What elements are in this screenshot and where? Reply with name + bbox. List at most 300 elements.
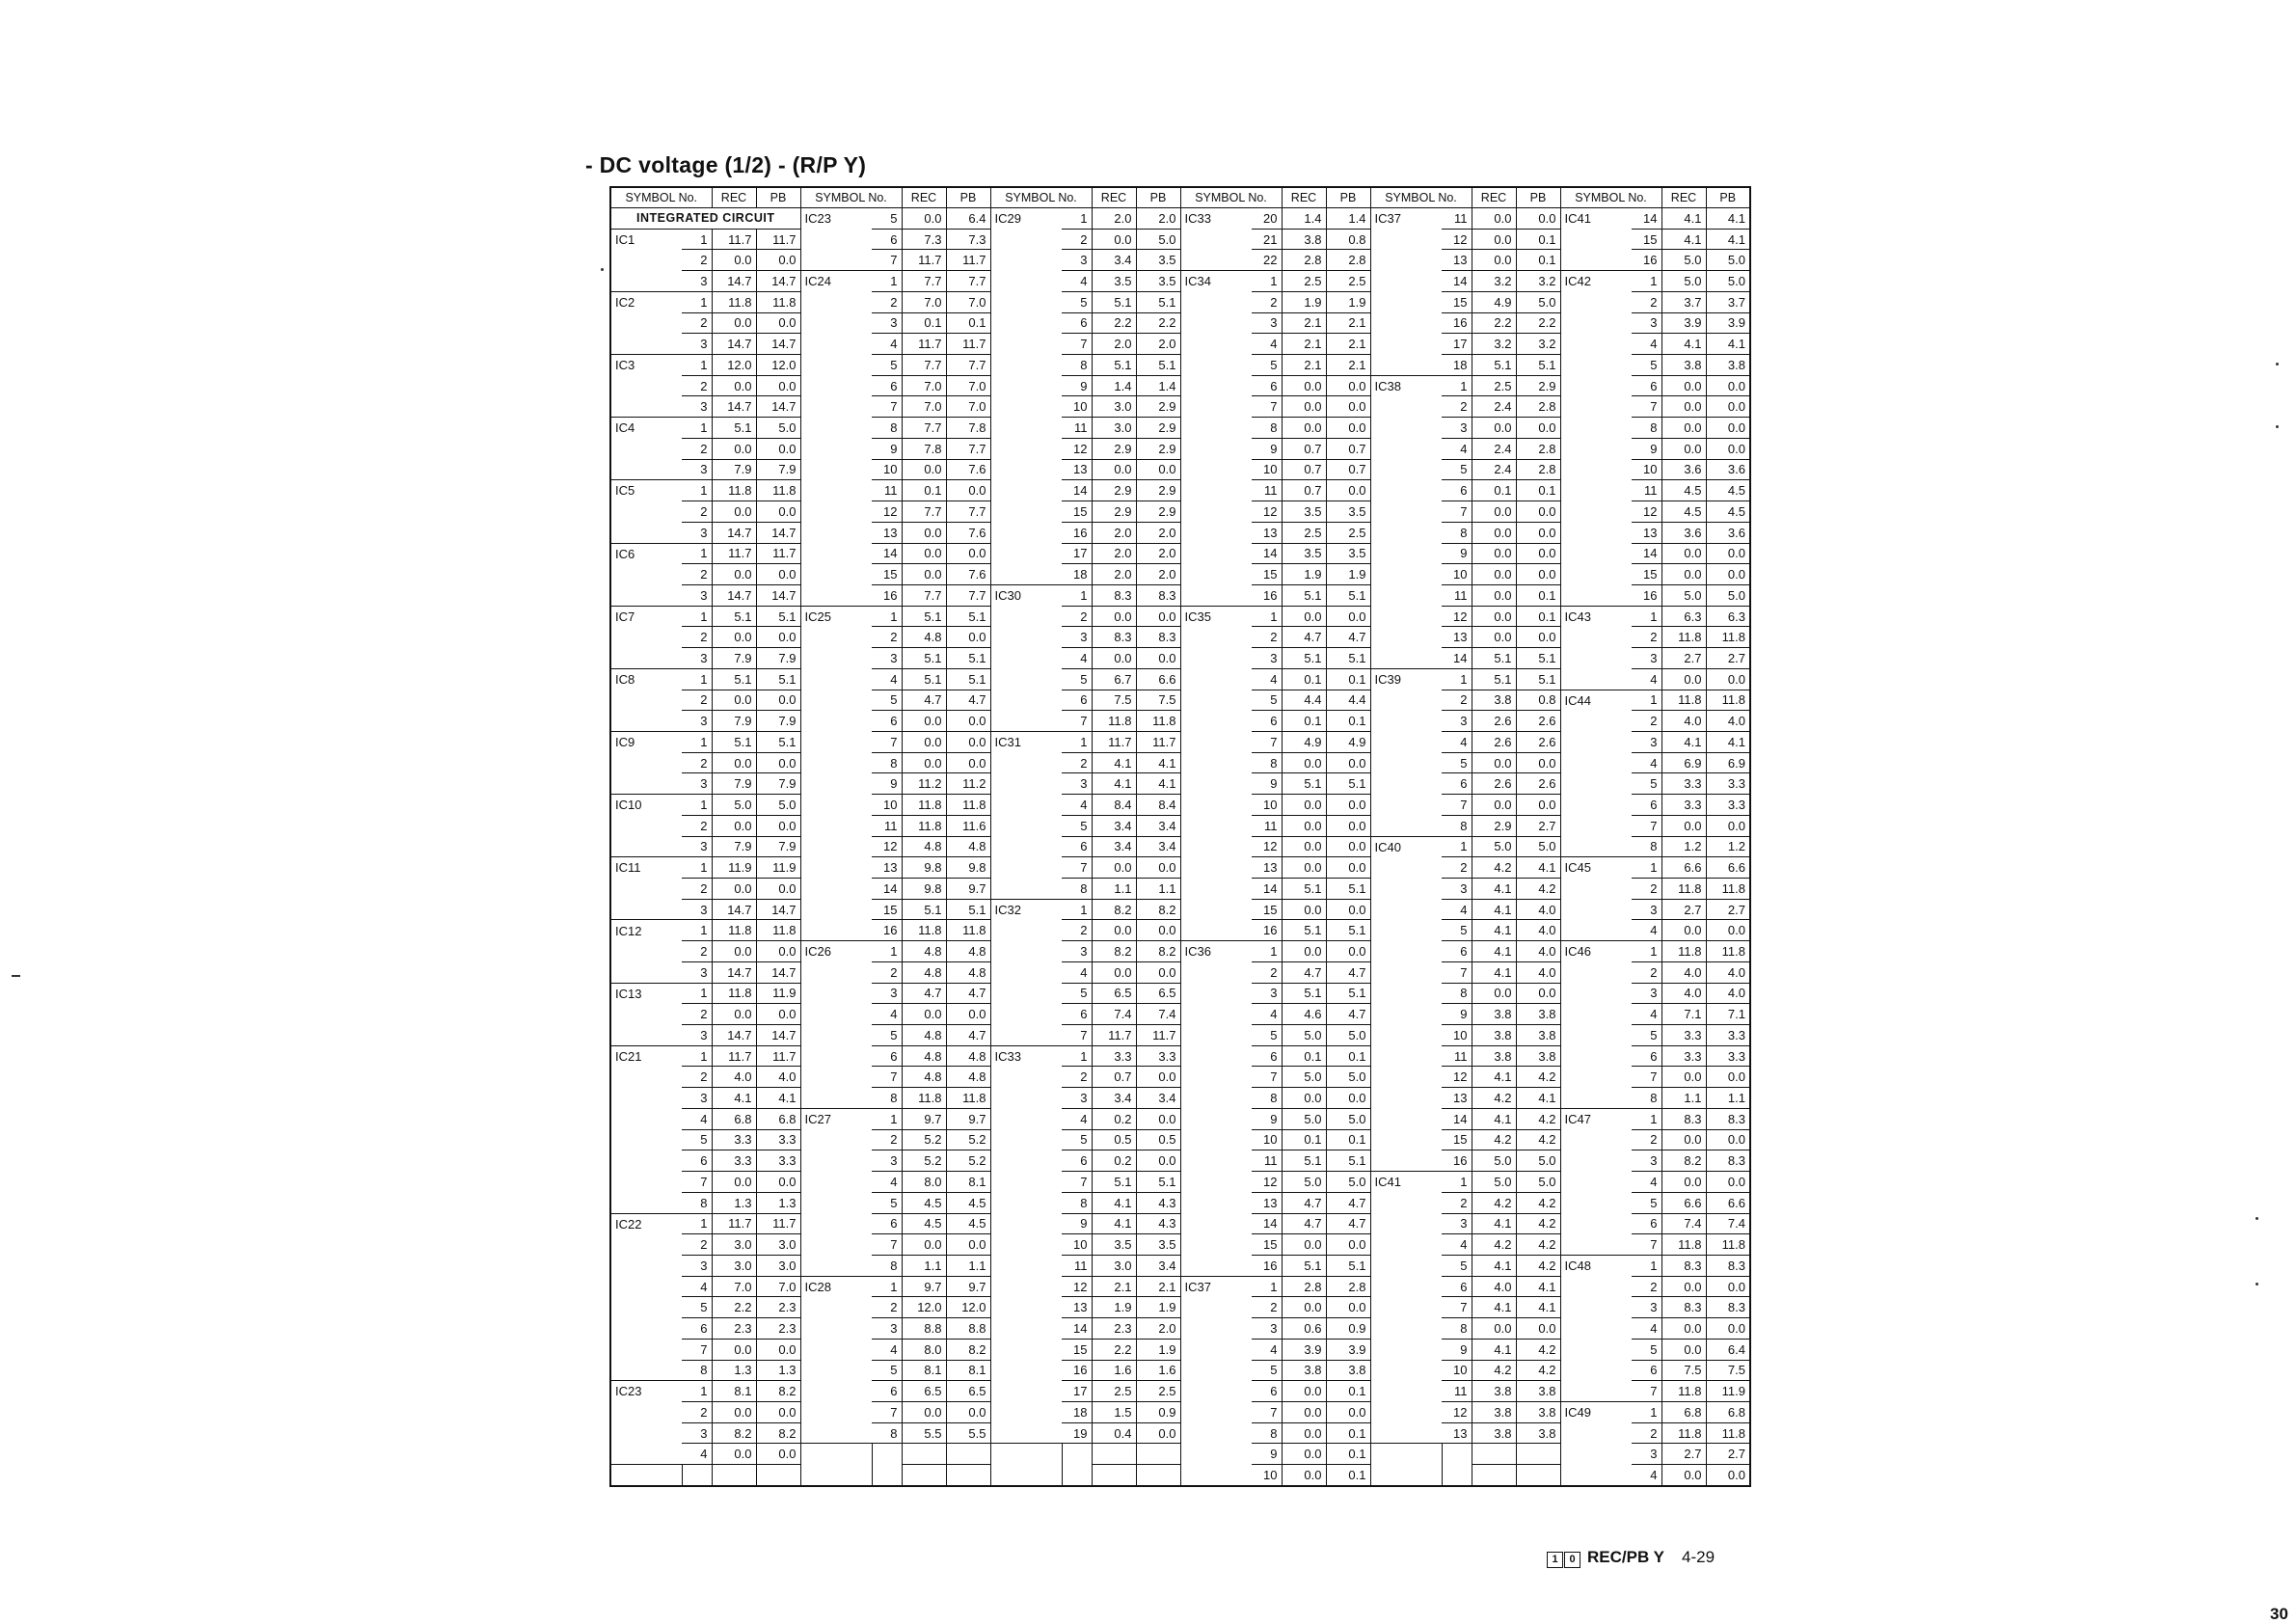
symbol-cell [610,648,682,669]
pb-voltage: 3.3 [1136,1045,1180,1067]
rec-voltage: 4.0 [1661,711,1706,732]
symbol-cell: IC12 [610,920,682,941]
pb-voltage: 6.3 [1706,606,1750,627]
pb-voltage: 3.5 [1326,543,1370,564]
pin-number: 1 [1062,899,1092,920]
pin-number: 6 [1062,690,1092,711]
pin-number: 6 [682,1150,712,1172]
symbol-cell: IC23 [610,1381,682,1402]
symbol-cell [1180,522,1252,543]
rec-voltage: 0.1 [902,312,946,334]
symbol-cell [1370,564,1442,585]
rec-voltage: 0.0 [1661,1339,1706,1360]
symbol-cell: IC34 [1180,271,1252,292]
pb-voltage: 0.0 [756,690,800,711]
pb-voltage: 7.7 [946,271,990,292]
header-rec: REC [712,187,756,208]
pb-voltage: 6.6 [1706,1192,1750,1213]
rec-voltage: 6.6 [1661,857,1706,879]
symbol-cell [1180,543,1252,564]
symbol-cell [1560,648,1632,669]
rec-voltage: 4.8 [902,961,946,983]
rec-voltage: 5.1 [902,606,946,627]
table-row [610,836,1750,857]
table-row [610,564,1750,585]
symbol-cell [1370,1276,1442,1297]
pin-number: 2 [872,1297,902,1318]
rec-voltage: 7.5 [1661,1360,1706,1381]
pin-number: 14 [1252,879,1282,900]
pb-voltage: 3.8 [1516,1004,1560,1025]
symbol-cell [1370,1088,1442,1109]
pin-number: 5 [1632,355,1661,376]
pb-voltage: 0.1 [1326,1129,1370,1150]
footer-box-2: 0 [1564,1552,1580,1568]
pin-number: 1 [1632,941,1661,962]
symbol-cell [610,961,682,983]
pin-number: 16 [872,920,902,941]
rec-voltage: 0.0 [712,312,756,334]
pin-number: 3 [1062,1088,1092,1109]
header-rec: REC [1661,187,1706,208]
pb-voltage: 7.4 [1706,1213,1750,1234]
pin-number: 14 [1442,271,1472,292]
pin-number: 7 [872,1234,902,1256]
pb-voltage: 2.2 [1136,312,1180,334]
symbol-cell [1370,543,1442,564]
symbol-cell [1560,711,1632,732]
rec-voltage: 3.8 [1472,1401,1516,1422]
rec-voltage: 3.3 [712,1150,756,1172]
pb-voltage: 0.0 [1516,1318,1560,1340]
pin-number: 3 [872,983,902,1004]
symbol-cell [1370,627,1442,648]
pb-voltage: 2.6 [1516,731,1560,752]
symbol-cell: IC11 [610,857,682,879]
rec-voltage: 4.9 [1282,731,1326,752]
pb-voltage: 5.1 [946,668,990,690]
pin-number: 3 [682,1255,712,1276]
symbol-cell [610,1172,682,1193]
symbol-cell [1370,941,1442,962]
pb-voltage: 5.1 [1326,920,1370,941]
empty-cell [1136,1465,1180,1486]
symbol-cell [1180,501,1252,523]
table-row [610,879,1750,900]
symbol-cell [1560,1422,1632,1444]
rec-voltage: 0.0 [1282,1422,1326,1444]
symbol-cell [1180,899,1252,920]
symbol-cell [1370,1297,1442,1318]
pb-voltage: 4.5 [946,1192,990,1213]
symbol-cell: IC41 [1370,1172,1442,1193]
rec-voltage: 2.7 [1661,1444,1706,1465]
pb-voltage: 3.6 [1706,522,1750,543]
pin-number: 6 [1062,312,1092,334]
pb-voltage: 0.0 [756,627,800,648]
pin-number: 13 [1062,1297,1092,1318]
symbol-cell [1370,1150,1442,1172]
pb-voltage: 2.1 [1326,355,1370,376]
table-row [610,418,1750,439]
symbol-cell [800,250,872,271]
rec-voltage: 0.0 [712,438,756,459]
pb-voltage: 0.1 [1326,668,1370,690]
rec-voltage: 3.4 [1092,250,1136,271]
pin-number: 6 [1252,1045,1282,1067]
rec-voltage: 0.1 [1282,711,1326,732]
rec-voltage: 1.4 [1282,208,1326,230]
pb-voltage: 0.0 [1136,1422,1180,1444]
pb-voltage: 0.0 [946,752,990,773]
empty-cell [902,1444,946,1465]
symbol-cell [800,690,872,711]
page-title: - DC voltage (1/2) - (R/P Y) [585,152,867,177]
pb-voltage: 5.1 [1136,355,1180,376]
pin-number: 10 [1062,1234,1092,1256]
pin-number: 18 [1062,1401,1092,1422]
symbol-cell [1370,1422,1442,1444]
pin-number: 14 [1442,648,1472,669]
rec-voltage: 5.1 [712,731,756,752]
pin-number: 13 [1632,522,1661,543]
table-row [610,711,1750,732]
pb-voltage: 3.8 [1516,1025,1560,1046]
pb-voltage: 0.0 [756,1444,800,1465]
pin-number: 1 [682,229,712,250]
symbol-cell [1370,648,1442,669]
pb-voltage: 5.1 [756,731,800,752]
rec-voltage: 3.8 [1472,1381,1516,1402]
pb-voltage: 4.5 [1706,480,1750,501]
symbol-cell [1370,334,1442,355]
rec-voltage: 9.7 [902,1108,946,1129]
symbol-cell [1180,668,1252,690]
pin-number: 2 [1252,627,1282,648]
pin-number: 14 [872,879,902,900]
rec-voltage: 0.0 [1282,941,1326,962]
symbol-cell [800,1297,872,1318]
symbol-cell [990,480,1062,501]
pin-number: 15 [1252,1234,1282,1256]
table-body [610,208,1750,1487]
symbol-cell [800,1004,872,1025]
symbol-cell [1560,899,1632,920]
rec-voltage: 7.5 [1092,690,1136,711]
rec-voltage: 9.7 [902,1276,946,1297]
pin-number: 6 [872,1381,902,1402]
pin-number: 2 [872,961,902,983]
pb-voltage: 0.0 [1706,543,1750,564]
pb-voltage: 1.9 [1326,291,1370,312]
pin-number: 2 [682,1067,712,1088]
pin-number: 13 [1442,627,1472,648]
pin-number: 4 [872,1004,902,1025]
symbol-cell: IC38 [1370,375,1442,396]
pin-number: 2 [872,627,902,648]
rec-voltage: 0.1 [1282,668,1326,690]
pin-number: 12 [1252,501,1282,523]
pin-number: 1 [682,606,712,627]
table-row [610,1401,1750,1422]
pin-number: 3 [682,711,712,732]
pin-number: 6 [872,229,902,250]
rec-voltage: 0.0 [1092,961,1136,983]
pin-number: 4 [1632,1465,1661,1486]
rec-voltage: 7.0 [902,375,946,396]
pb-voltage: 2.9 [1136,438,1180,459]
pb-voltage: 4.1 [1136,752,1180,773]
pb-voltage: 5.1 [946,648,990,669]
pb-voltage: 0.0 [1516,522,1560,543]
pin-number: 7 [1442,1297,1472,1318]
pin-number: 9 [872,438,902,459]
rec-voltage: 0.0 [1472,208,1516,230]
pin-number: 2 [682,438,712,459]
symbol-cell [800,795,872,816]
pin-number: 10 [872,795,902,816]
pin-number: 7 [1252,396,1282,418]
rec-voltage: 3.8 [1472,690,1516,711]
rec-voltage: 4.2 [1472,1234,1516,1256]
empty-cell [990,1444,1062,1465]
rec-voltage: 4.7 [902,690,946,711]
rec-voltage: 0.0 [1282,1088,1326,1109]
rec-voltage: 3.3 [1661,795,1706,816]
pb-voltage: 0.0 [756,564,800,585]
pin-number: 9 [1442,1004,1472,1025]
pin-number: 2 [682,879,712,900]
pb-voltage: 11.8 [946,920,990,941]
pin-number: 12 [1632,501,1661,523]
symbol-cell [1370,983,1442,1004]
symbol-cell [800,334,872,355]
rec-voltage: 3.0 [1092,1255,1136,1276]
rec-voltage: 11.7 [712,229,756,250]
pin-number: 3 [872,648,902,669]
rec-voltage: 0.0 [1282,899,1326,920]
symbol-cell: IC21 [610,1045,682,1067]
pin-number: 16 [1442,1150,1472,1172]
symbol-cell [610,1234,682,1256]
symbol-cell [800,229,872,250]
table-row [610,920,1750,941]
symbol-cell [1180,334,1252,355]
rec-voltage: 2.2 [1092,312,1136,334]
pb-voltage: 0.8 [1516,690,1560,711]
rec-voltage: 14.7 [712,334,756,355]
rec-voltage: 2.4 [1472,396,1516,418]
pin-number: 3 [1632,1444,1661,1465]
symbol-cell [1180,1192,1252,1213]
pin-number: 10 [1252,459,1282,480]
pin-number: 5 [1442,1255,1472,1276]
pin-number: 3 [1632,983,1661,1004]
pin-number: 3 [872,312,902,334]
pb-voltage: 4.2 [1516,879,1560,900]
pin-number: 1 [1252,271,1282,292]
rec-voltage: 4.7 [1282,1213,1326,1234]
rec-voltage: 5.1 [1282,648,1326,669]
symbol-cell [610,375,682,396]
pb-voltage: 2.8 [1516,438,1560,459]
pb-voltage: 7.8 [946,418,990,439]
pin-number: 4 [1062,271,1092,292]
symbol-cell [990,606,1062,627]
pb-voltage: 9.7 [946,1108,990,1129]
symbol-cell [990,1192,1062,1213]
rec-voltage: 3.8 [1472,1025,1516,1046]
pin-number: 3 [872,1318,902,1340]
symbol-cell [610,334,682,355]
pin-number: 1 [1252,1276,1282,1297]
table-row [610,941,1750,962]
rec-voltage: 7.9 [712,711,756,732]
rec-voltage: 3.5 [1282,501,1326,523]
symbol-cell: IC8 [610,668,682,690]
pb-voltage: 0.5 [1136,1129,1180,1150]
pb-voltage: 3.3 [1706,773,1750,795]
rec-voltage: 4.8 [902,1067,946,1088]
rec-voltage: 2.3 [712,1318,756,1340]
rec-voltage: 0.0 [902,522,946,543]
symbol-cell [1180,1004,1252,1025]
pb-voltage: 5.1 [1326,773,1370,795]
pb-voltage: 8.3 [1136,584,1180,606]
pin-number: 9 [872,773,902,795]
symbol-cell [610,312,682,334]
pin-number: 8 [872,1422,902,1444]
pb-voltage: 8.3 [1136,627,1180,648]
rec-voltage: 8.3 [1092,584,1136,606]
symbol-cell [1560,1276,1632,1297]
rec-voltage: 4.1 [1472,1213,1516,1234]
symbol-cell [1180,1339,1252,1360]
pin-number: 20 [1252,208,1282,230]
pb-voltage: 11.8 [946,1088,990,1109]
pb-voltage: 0.0 [1706,920,1750,941]
pb-voltage: 4.3 [1136,1213,1180,1234]
pb-voltage: 12.0 [756,355,800,376]
rec-voltage: 2.9 [1092,438,1136,459]
empty-cell [756,1465,800,1486]
pin-number: 1 [1632,1401,1661,1422]
pin-number: 1 [682,983,712,1004]
rec-voltage: 2.5 [1282,522,1326,543]
pin-number: 12 [1062,438,1092,459]
pin-number: 6 [872,711,902,732]
pin-number: 6 [1632,795,1661,816]
rec-voltage: 2.1 [1092,1276,1136,1297]
pb-voltage: 5.1 [1326,1255,1370,1276]
pb-voltage: 0.0 [1136,459,1180,480]
pb-voltage: 5.1 [1516,648,1560,669]
pb-voltage: 9.7 [946,879,990,900]
symbol-cell [1560,1318,1632,1340]
rec-voltage: 0.0 [712,1444,756,1465]
pin-number: 7 [872,1401,902,1422]
rec-voltage: 0.0 [1092,606,1136,627]
rec-voltage: 0.7 [1092,1067,1136,1088]
pb-voltage: 8.2 [1136,899,1180,920]
symbol-cell [610,584,682,606]
pb-voltage: 11.8 [1706,627,1750,648]
table-row [610,1465,1750,1486]
rec-voltage: 2.3 [1092,1318,1136,1340]
symbol-cell [1180,731,1252,752]
header-pb: PB [1516,187,1560,208]
pb-voltage: 0.1 [1326,1465,1370,1486]
symbol-cell [800,1381,872,1402]
pin-number: 3 [1442,879,1472,900]
symbol-cell [1180,1213,1252,1234]
symbol-cell [1180,375,1252,396]
rec-voltage: 5.1 [1282,773,1326,795]
pin-number: 13 [1442,1422,1472,1444]
symbol-cell [1180,1401,1252,1422]
pb-voltage: 4.3 [1136,1192,1180,1213]
symbol-cell [1180,1025,1252,1046]
table-row [610,606,1750,627]
rec-voltage: 4.8 [902,836,946,857]
pb-voltage: 3.3 [1706,795,1750,816]
pin-number: 2 [1632,961,1661,983]
symbol-cell [1370,773,1442,795]
symbol-cell [1180,1234,1252,1256]
rec-voltage: 5.0 [1661,271,1706,292]
pb-voltage: 4.2 [1516,1360,1560,1381]
pin-number: 12 [1442,1401,1472,1422]
pb-voltage: 11.2 [946,773,990,795]
table-row [610,752,1750,773]
rec-voltage: 7.7 [902,501,946,523]
table-row [610,1045,1750,1067]
pb-voltage: 0.1 [1516,229,1560,250]
pb-voltage: 0.0 [1706,438,1750,459]
empty-cell [990,1465,1062,1486]
rec-voltage: 0.0 [1282,752,1326,773]
header-rec: REC [1282,187,1326,208]
rec-voltage: 0.0 [1661,1172,1706,1193]
pb-voltage: 0.0 [1326,480,1370,501]
pin-number: 6 [1062,1004,1092,1025]
header-symbol-no: SYMBOL No. [800,187,902,208]
symbol-cell [800,396,872,418]
rec-voltage: 3.8 [1282,1360,1326,1381]
pb-voltage: 4.1 [1706,334,1750,355]
rec-voltage: 1.9 [1092,1297,1136,1318]
pin-number: 3 [1252,1318,1282,1340]
pb-voltage: 7.7 [946,438,990,459]
pin-number: 3 [682,1025,712,1046]
pb-voltage: 7.9 [756,711,800,732]
symbol-cell [1370,312,1442,334]
symbol-cell [1560,1381,1632,1402]
symbol-cell [990,1150,1062,1172]
rec-voltage: 6.9 [1661,752,1706,773]
rec-voltage: 4.7 [1282,1192,1326,1213]
pb-voltage: 2.9 [1136,480,1180,501]
symbol-cell [1180,564,1252,585]
symbol-cell [990,961,1062,983]
symbol-cell [1180,879,1252,900]
symbol-cell [800,668,872,690]
header-pb: PB [946,187,990,208]
rec-voltage: 1.4 [1092,375,1136,396]
pin-number: 2 [1632,1129,1661,1150]
page-number: 30 [2270,1605,2288,1623]
pin-number: 15 [872,899,902,920]
